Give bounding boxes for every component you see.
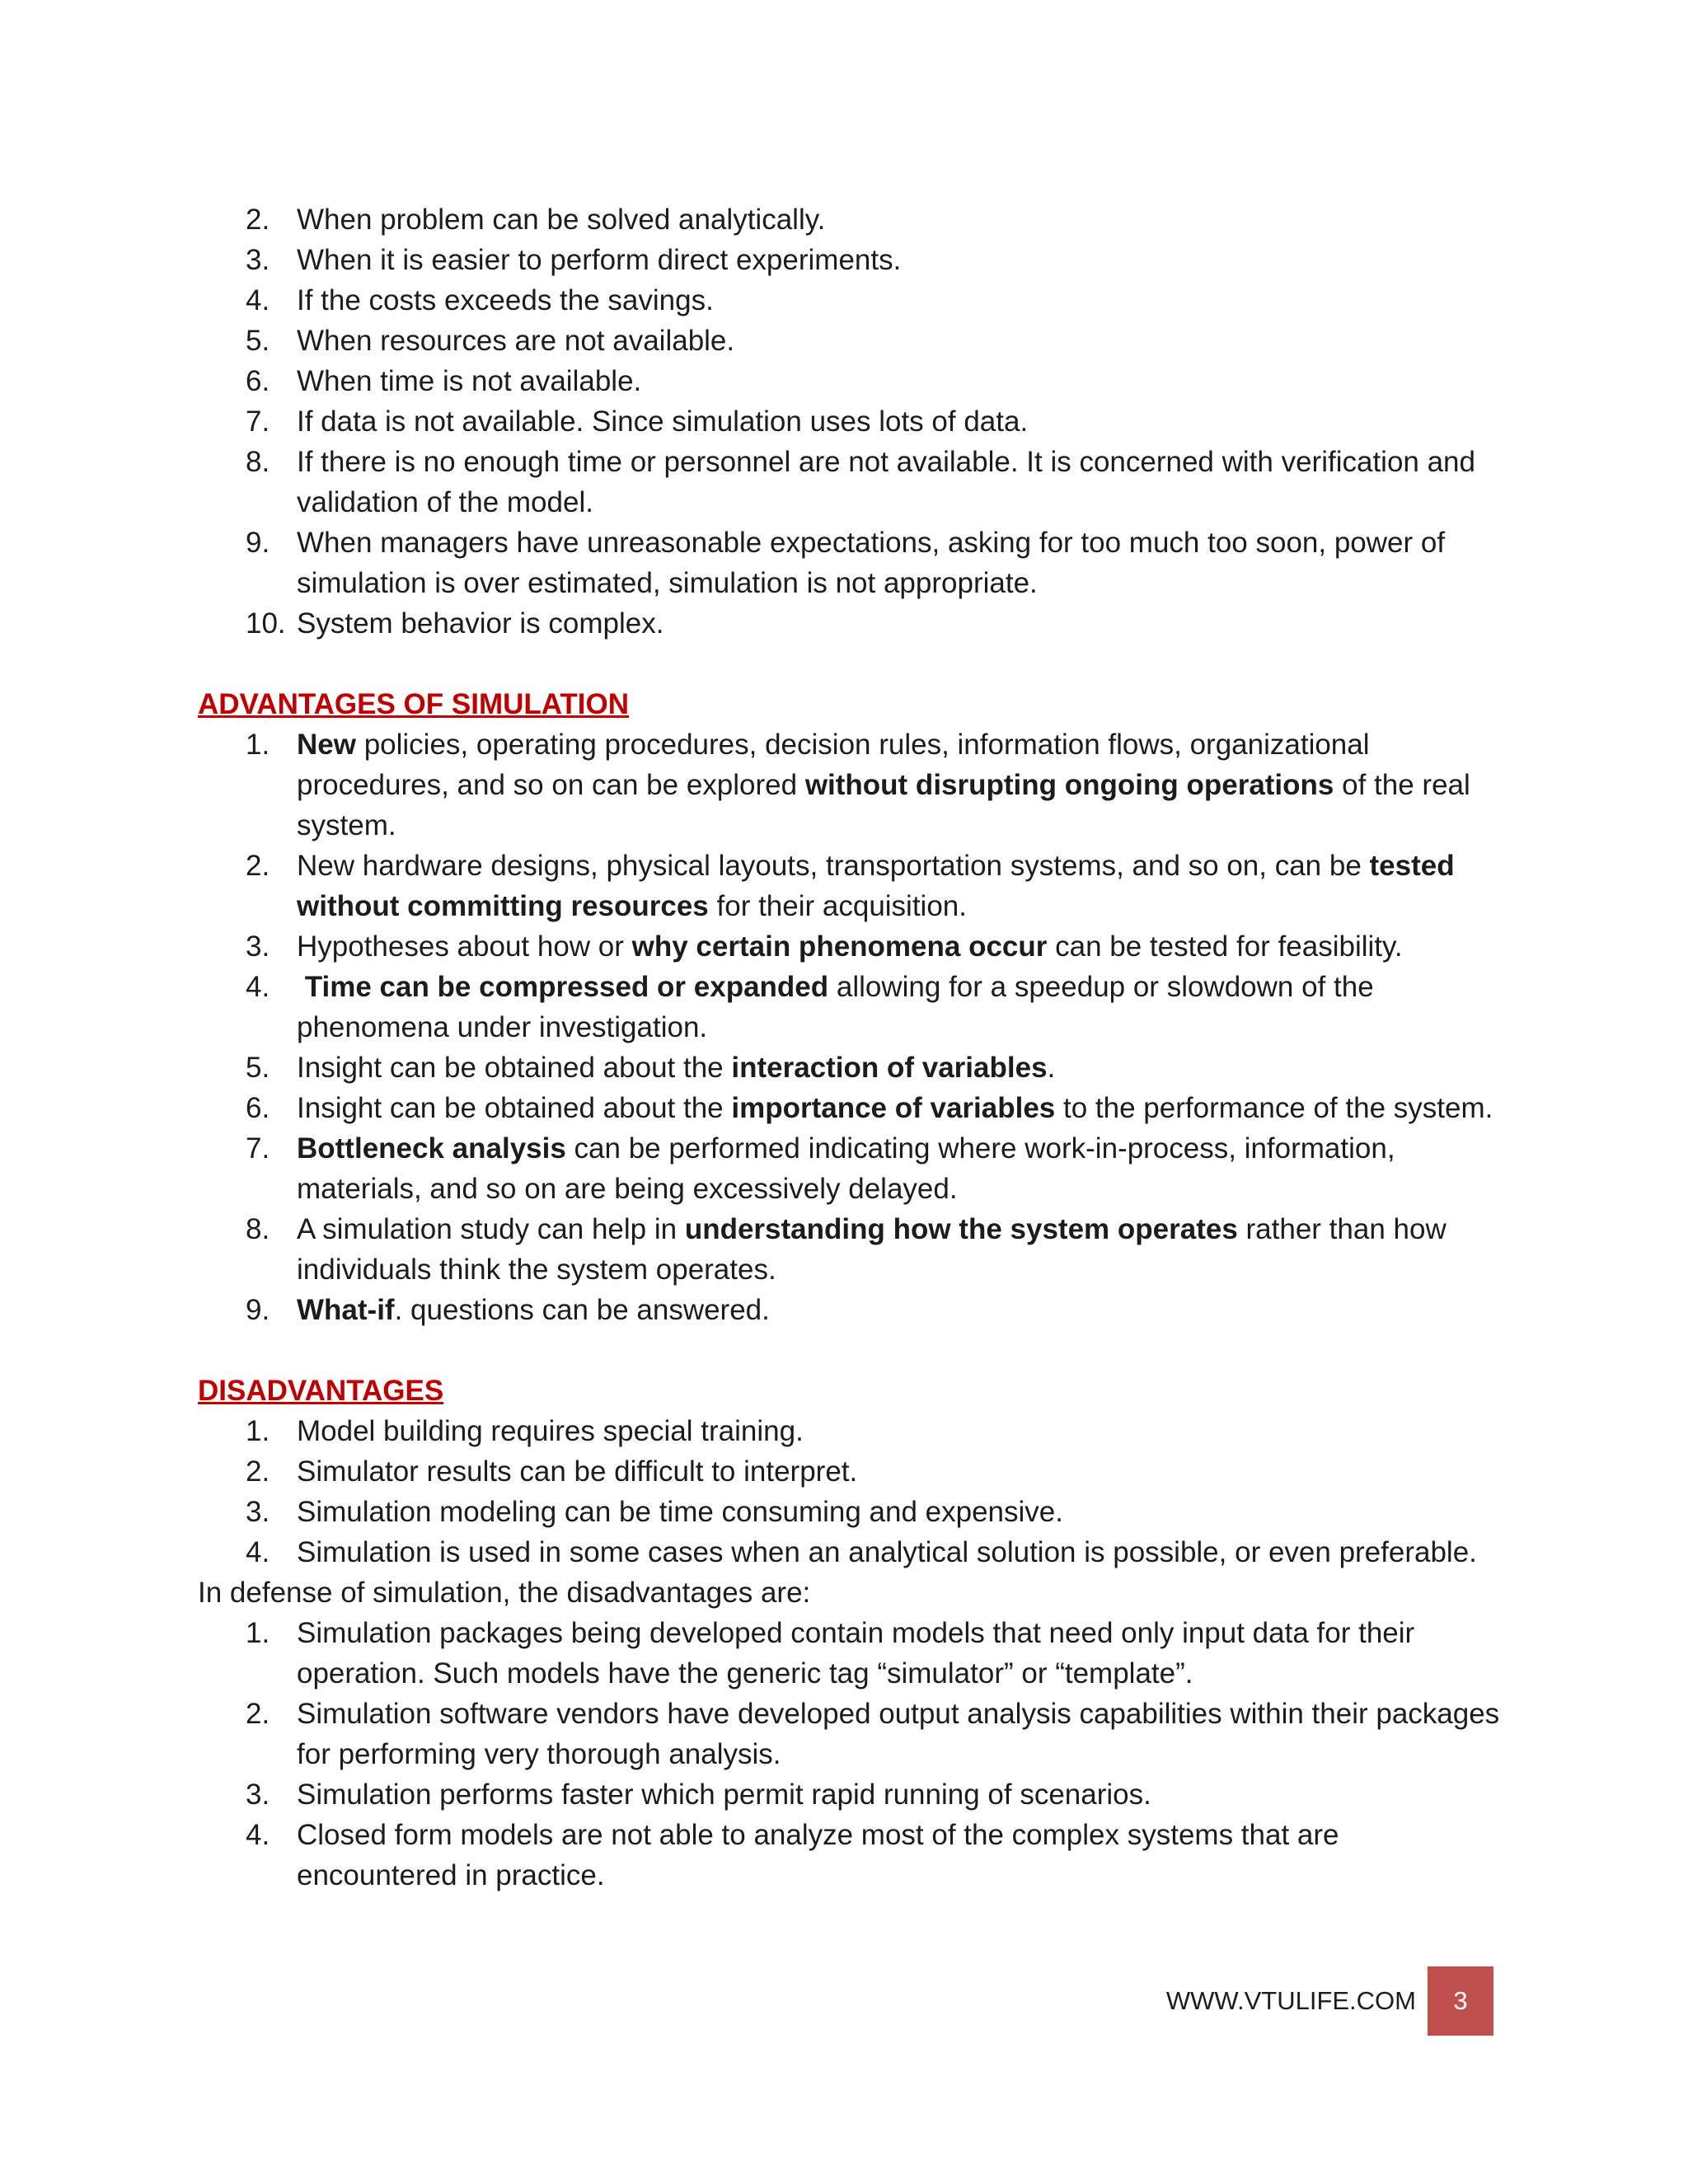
list-item-number: 1. xyxy=(246,1617,270,1649)
list-item-text xyxy=(297,1455,857,1488)
list-item-text xyxy=(297,284,714,316)
list-item xyxy=(198,401,1500,442)
list-item xyxy=(198,1532,1500,1572)
list-item-number: 5. xyxy=(246,325,270,357)
list-item-number: 3. xyxy=(246,930,270,963)
list-item-text xyxy=(297,1779,1151,1811)
list-item-number: 7. xyxy=(246,1132,270,1165)
list-item-text xyxy=(297,365,641,397)
list-item-text xyxy=(297,1294,770,1326)
bold-text: Bottleneck analysis xyxy=(297,1132,566,1165)
text-run: New hardware designs, physical layouts, transportation systems, and so on, can be xyxy=(297,850,1370,882)
list-item xyxy=(198,1694,1507,1774)
list-item-text xyxy=(297,1132,1403,1205)
list-item-text xyxy=(297,1092,1493,1124)
text-run: can be performed indicating where work-in-process, information, materials, and so on are being excessively delayed. xyxy=(297,1132,1404,1205)
list-item xyxy=(198,1290,1500,1330)
page-number-badge: 3 xyxy=(1428,1966,1493,2036)
text-run: of the real system. xyxy=(297,769,1479,841)
bold-text: New xyxy=(297,729,356,761)
list-item xyxy=(198,846,1500,926)
bold-text: tested without committing resources xyxy=(297,850,1463,922)
text-run xyxy=(297,971,305,1003)
list-item-text xyxy=(297,1698,1507,1770)
list-item xyxy=(198,1613,1500,1694)
list-item xyxy=(198,967,1500,1047)
text-run: Simulation modeling can be time consuming and expensive. xyxy=(297,1496,1063,1528)
list-item-text xyxy=(297,607,663,640)
bold-text: why certain phenomena occur xyxy=(631,930,1048,963)
text-run: rather than how individuals think the system operates. xyxy=(297,1213,1455,1286)
text-run: When resources are not available. xyxy=(297,325,735,357)
bold-text: importance of variables xyxy=(731,1092,1056,1124)
defense-list xyxy=(198,1613,1507,1896)
list-item xyxy=(198,1815,1500,1896)
text-run: When managers have unreasonable expectations, asking for too much too soon, power of simulation is over estimated, simulation is not appropriate. xyxy=(297,527,1453,599)
list-item-number: 4. xyxy=(246,1536,270,1568)
bold-text: What-if xyxy=(297,1294,395,1326)
text-run: Simulation performs faster which permit rapid running of scenarios. xyxy=(297,1779,1151,1811)
list-item-text xyxy=(297,527,1453,599)
bold-text: without disrupting ongoing operations xyxy=(804,769,1334,801)
text-run: . questions can be answered. xyxy=(394,1294,770,1326)
disadvantages-list xyxy=(198,1411,1500,1572)
disadvantages-heading: DISADVANTAGES xyxy=(198,1375,444,1407)
text-run: When it is easier to perform direct experiments. xyxy=(297,244,902,276)
text-run: Insight can be obtained about the xyxy=(297,1052,732,1084)
list-item-number: 8. xyxy=(246,1213,270,1245)
list-item-text xyxy=(297,446,1484,518)
list-item-number: 9. xyxy=(246,1294,270,1326)
bold-text: interaction of variables xyxy=(731,1052,1048,1084)
list-item-text xyxy=(297,1052,1055,1084)
list-item xyxy=(198,321,1500,361)
list-item-text xyxy=(297,405,1028,438)
list-item-text xyxy=(297,930,1403,963)
text-run: Simulation is used in some cases when an analytical solution is possible, or even preferable. xyxy=(297,1536,1477,1568)
advantages-list xyxy=(198,724,1500,1330)
list-item-number: 3. xyxy=(246,244,270,276)
list-item xyxy=(198,926,1500,967)
text-run: policies, operating procedures, decision rules, information flows, organizational procedures, and so on can be explored xyxy=(297,729,1378,801)
list-item-number: 8. xyxy=(246,446,270,478)
text-run: Insight can be obtained about the xyxy=(297,1092,732,1124)
page-footer xyxy=(1121,1966,1493,2036)
text-run: If there is no enough time or personnel are not available. It is concerned with verification and validation of the model. xyxy=(297,446,1484,518)
text-run: for their acquisition. xyxy=(708,890,967,922)
text-run: allowing for a speedup or slowdown of the phenomena under investigation. xyxy=(297,971,1382,1043)
list-item xyxy=(198,1047,1500,1088)
list-item-number: 4. xyxy=(246,1819,270,1851)
list-item-number: 5. xyxy=(246,1052,270,1084)
list-item-text xyxy=(297,1415,804,1447)
list-item xyxy=(198,361,1500,401)
list-item-number: 2. xyxy=(246,1455,270,1488)
list-item-number: 4. xyxy=(246,284,270,316)
list-item-text xyxy=(297,850,1462,922)
text-run: System behavior is complex. xyxy=(297,607,664,640)
list-item-text xyxy=(297,1819,1347,1891)
text-run: Closed form models are not able to analyze most of the complex systems that are encountered in practice. xyxy=(297,1819,1348,1891)
text-run: If the costs exceeds the savings. xyxy=(297,284,714,316)
footer-site-link: WWW.VTULIFE.COM xyxy=(1165,1986,1416,2015)
defense-intro: In defense of simulation, the disadvantages are: xyxy=(198,1577,811,1609)
text-run: When problem can be solved analytically. xyxy=(297,204,826,236)
list-item-number: 10. xyxy=(246,607,286,640)
bold-text: Time can be compressed or expanded xyxy=(304,971,829,1003)
text-run: Model building requires special training. xyxy=(297,1415,804,1447)
list-item-number: 6. xyxy=(246,365,270,397)
list-item xyxy=(198,199,1500,240)
list-item xyxy=(198,1128,1500,1209)
text-run: Simulation packages being developed contain models that need only input data for their operation. Such models have the generic tag “simulator” or “template”. xyxy=(297,1617,1423,1690)
list-item xyxy=(198,1492,1500,1532)
text-run: Simulation software vendors have developed output analysis capabilities within their packages for performing very thorough analysis. xyxy=(297,1698,1507,1770)
text-run: Simulator results can be difficult to interpret. xyxy=(297,1455,858,1488)
list-item xyxy=(198,1774,1500,1815)
text-run: If data is not available. Since simulation uses lots of data. xyxy=(297,405,1029,438)
list-item-number: 1. xyxy=(246,1415,270,1447)
list-item xyxy=(198,603,1500,644)
list-item-number: 4. xyxy=(246,971,270,1003)
list-item-number: 3. xyxy=(246,1779,270,1811)
list-item-text xyxy=(297,204,825,236)
list-item-text xyxy=(297,971,1381,1043)
list-item-number: 9. xyxy=(246,527,270,559)
page-content xyxy=(198,199,1507,1896)
list-item-number: 1. xyxy=(246,729,270,761)
list-item-text xyxy=(297,244,901,276)
list-item xyxy=(198,1451,1500,1492)
text-run: Hypotheses about how or xyxy=(297,930,632,963)
text-run: to the performance of the system. xyxy=(1055,1092,1493,1124)
list-item-number: 6. xyxy=(246,1092,270,1124)
advantages-heading: ADVANTAGES OF SIMULATION xyxy=(198,688,630,720)
list-item-text xyxy=(297,1213,1454,1286)
text-run: When time is not available. xyxy=(297,365,642,397)
text-run: can be tested for feasibility. xyxy=(1047,930,1403,963)
list-item-number: 7. xyxy=(246,405,270,438)
list-item xyxy=(198,240,1500,280)
list-item-text xyxy=(297,325,734,357)
list-item-text xyxy=(297,1536,1477,1568)
text-run: . xyxy=(1047,1052,1056,1084)
list-item xyxy=(198,1088,1500,1128)
list-item-text xyxy=(297,729,1479,841)
list-item xyxy=(198,724,1500,846)
list-item-number: 3. xyxy=(246,1496,270,1528)
list-item xyxy=(198,1411,1500,1451)
text-run: A simulation study can help in xyxy=(297,1213,685,1245)
list-item xyxy=(198,280,1500,321)
list-item xyxy=(198,442,1500,523)
list-item-number: 2. xyxy=(246,1698,270,1730)
bold-text: understanding how the system operates xyxy=(684,1213,1238,1245)
list-item xyxy=(198,523,1500,603)
list-item-number: 2. xyxy=(246,850,270,882)
list-item-number: 2. xyxy=(246,204,270,236)
reasons-list xyxy=(198,199,1500,644)
list-item xyxy=(198,1209,1500,1290)
list-item-text xyxy=(297,1617,1423,1690)
list-item-text xyxy=(297,1496,1063,1528)
